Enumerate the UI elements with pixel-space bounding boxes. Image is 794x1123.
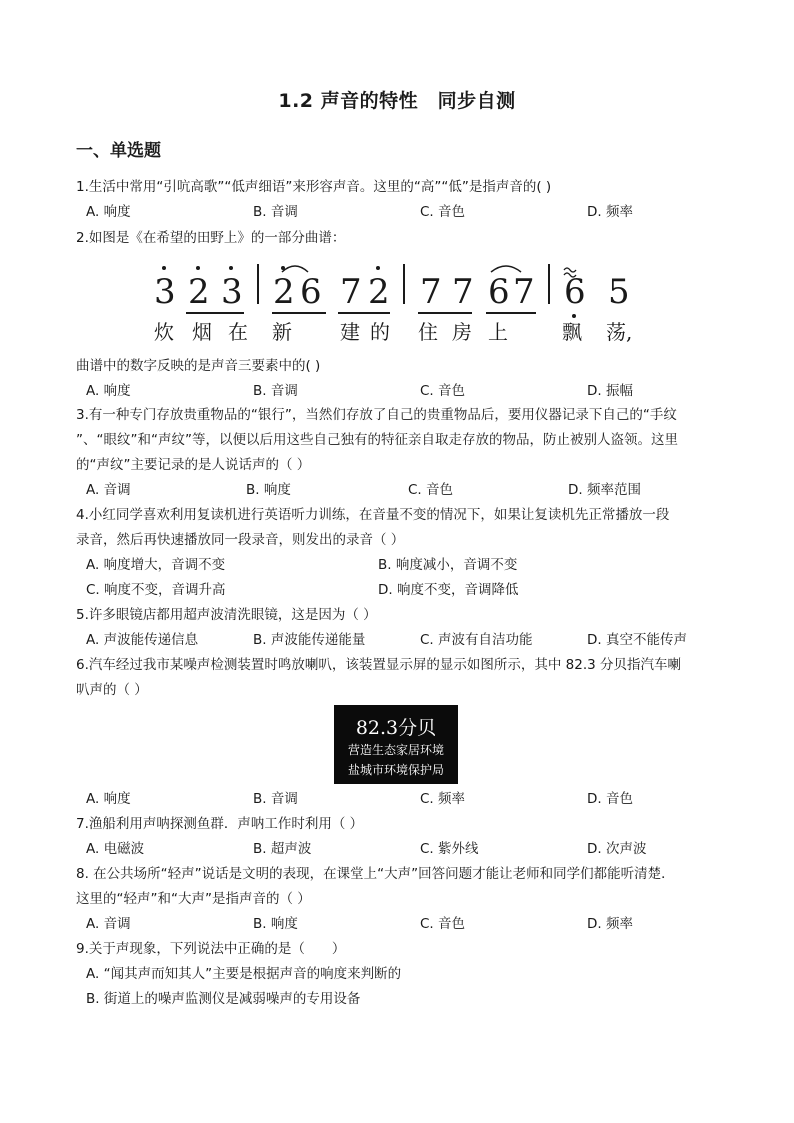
option-c[interactable]: C. 频率 — [420, 791, 466, 807]
question-1-text: 1.生活中常用“引吭高歌”“低声细语”来形容声音。这里的“高”“低”是指声音的( ) — [76, 179, 552, 195]
option-d[interactable]: D. 次声波 — [587, 841, 647, 857]
score-note: 6 — [300, 272, 322, 312]
lyric-char: 的 — [370, 320, 390, 344]
option-a[interactable]: A. 响度 — [86, 791, 131, 807]
option-b[interactable]: B. 响度减小，音调不变 — [378, 557, 518, 573]
lyric-char: 炊 — [154, 320, 174, 344]
tie-marks — [150, 258, 640, 278]
question-9-option-a-row — [86, 965, 726, 983]
option-b[interactable]: B. 响度 — [246, 482, 291, 498]
question-7-text: 7.渔船利用声呐探测鱼群．声呐工作时利用（ ） — [76, 816, 364, 832]
score-note: 3 — [154, 272, 176, 312]
score-note: 6 — [488, 272, 510, 312]
music-score-figure — [150, 258, 640, 350]
question-4-text-line1: 4.小红同学喜欢利用复读机进行英语听力训练，在音量不变的情况下，如果让复读机先正常播放一段 — [76, 507, 670, 523]
lyric-char: 建 — [340, 320, 360, 344]
option-b[interactable]: B. 超声波 — [253, 841, 312, 857]
question-8-text-line2: 这里的“轻声”和“大声”是指声音的（ ） — [76, 891, 311, 907]
score-note: 7 — [420, 272, 442, 312]
option-a[interactable]: A. 音调 — [86, 482, 131, 498]
question-3-text-line2: ”、“眼纹”和“声纹”等，以便以后用这些自己独有的特征亲自取走存放的物品，防止被别人盗领。这里 — [76, 432, 678, 448]
question-9-text: 9.关于声现象，下列说法中正确的是（ ） — [76, 941, 346, 957]
question-1-options — [86, 203, 726, 221]
note-underline — [186, 312, 244, 314]
option-b[interactable]: B. 街道上的噪声监测仪是减弱噪声的专用设备 — [86, 991, 361, 1007]
lyric-char: 在 — [228, 320, 248, 344]
option-c[interactable]: C. 音色 — [420, 383, 466, 399]
option-b[interactable]: B. 音调 — [253, 383, 298, 399]
score-note: 7 — [340, 272, 362, 312]
option-c[interactable]: C. 音色 — [420, 916, 466, 932]
option-c[interactable]: C. 音色 — [408, 482, 454, 498]
question-4-options-row1 — [86, 556, 726, 574]
question-2-options — [86, 382, 726, 400]
question-7-options — [86, 840, 726, 858]
score-note: 7 — [452, 272, 474, 312]
display-agency: 盐城市环境保护局 — [347, 763, 444, 777]
score-note: 2 — [188, 272, 210, 312]
display-slogan: 营造生态家居环境 — [347, 743, 444, 757]
option-d[interactable]: D. 频率 — [587, 916, 633, 932]
option-a[interactable]: A. 电磁波 — [86, 841, 145, 857]
score-note: 7 — [513, 272, 535, 312]
question-6-text-line1: 6.汽车经过我市某噪声检测装置时鸣放喇叭，该装置显示屏的显示如图所示，其中 82.3 分贝指汽车喇 — [76, 657, 682, 673]
lyric-char: 荡, — [606, 320, 633, 344]
question-3-options — [86, 481, 726, 499]
lyric-char: 房 — [452, 320, 472, 344]
question-5-options — [86, 631, 726, 649]
question-3-text-line1: 3.有一种专门存放贵重物品的“银行”，当然们存放了自己的贵重物品后，要用仪器记录下自己的“手纹 — [76, 407, 677, 423]
option-c[interactable]: C. 响度不变，音调升高 — [86, 582, 226, 598]
note-underline — [418, 312, 472, 314]
score-note: 5 — [608, 272, 630, 312]
lyric-char: 烟 — [192, 320, 212, 344]
note-underline — [272, 312, 326, 314]
section-heading: 一、单选题 — [76, 141, 161, 161]
option-c[interactable]: C. 声波有自洁功能 — [420, 632, 533, 648]
option-d[interactable]: D. 响度不变，音调降低 — [378, 582, 519, 598]
option-b[interactable]: B. 音调 — [253, 204, 298, 220]
question-8-options — [86, 915, 726, 933]
question-6-text-line2: 叭声的（ ） — [76, 682, 148, 698]
question-4-text-line2: 录音，然后再快速播放同一段录音，则发出的录音（ ） — [76, 532, 405, 548]
question-2-text: 2.如图是《在希望的田野上》的一部分曲谱： — [76, 230, 346, 246]
option-a[interactable]: A. 响度 — [86, 204, 131, 220]
note-underline — [486, 312, 536, 314]
noise-monitor-display — [334, 705, 458, 784]
question-2-stem: 曲谱中的数字反映的是声音三要素中的( ) — [76, 358, 321, 374]
option-c[interactable]: C. 紫外线 — [420, 841, 479, 857]
option-a[interactable]: A. “闻其声而知其人”主要是根据声音的响度来判断的 — [86, 966, 402, 982]
note-underline — [338, 312, 390, 314]
option-d[interactable]: D. 音色 — [587, 791, 633, 807]
option-b[interactable]: B. 响度 — [253, 916, 298, 932]
option-d[interactable]: D. 频率 — [587, 204, 633, 220]
question-6-options — [86, 790, 726, 808]
question-9-option-b-row — [86, 990, 726, 1008]
score-note: 3 — [221, 272, 243, 312]
question-4-options-row2 — [86, 581, 726, 599]
lyric-char: 住 — [418, 320, 438, 344]
question-5-text: 5.许多眼镜店都用超声波清洗眼镜，这是因为（ ） — [76, 607, 377, 623]
score-note: 6 — [564, 272, 586, 312]
score-note: 2 — [368, 272, 390, 312]
decibel-reading: 82.3分贝 — [355, 717, 437, 739]
option-d[interactable]: D. 振幅 — [587, 383, 633, 399]
option-a[interactable]: A. 声波能传递信息 — [86, 632, 199, 648]
option-b[interactable]: B. 声波能传递能量 — [253, 632, 366, 648]
lyric-char: 上 — [488, 320, 508, 344]
option-b[interactable]: B. 音调 — [253, 791, 298, 807]
page-title: 1.2 声音的特性 同步自测 — [278, 90, 516, 112]
question-8-text-line1: 8. 在公共场所“轻声”说话是文明的表现，在课堂上“大声”回答问题才能让老师和同学们都能听清楚． — [76, 866, 675, 882]
lyric-char: 新 — [272, 320, 292, 344]
option-d[interactable]: D. 真空不能传声 — [587, 632, 687, 648]
option-a[interactable]: A. 音调 — [86, 916, 131, 932]
option-a[interactable]: A. 响度增大，音调不变 — [86, 557, 226, 573]
score-note: 2 — [273, 272, 295, 312]
question-3-text-line3: 的“声纹”主要记录的是人说话声的（ ） — [76, 457, 311, 473]
option-c[interactable]: C. 音色 — [420, 204, 466, 220]
lyric-char: 飘 — [562, 320, 582, 344]
option-a[interactable]: A. 响度 — [86, 383, 131, 399]
option-d[interactable]: D. 频率范围 — [568, 482, 641, 498]
